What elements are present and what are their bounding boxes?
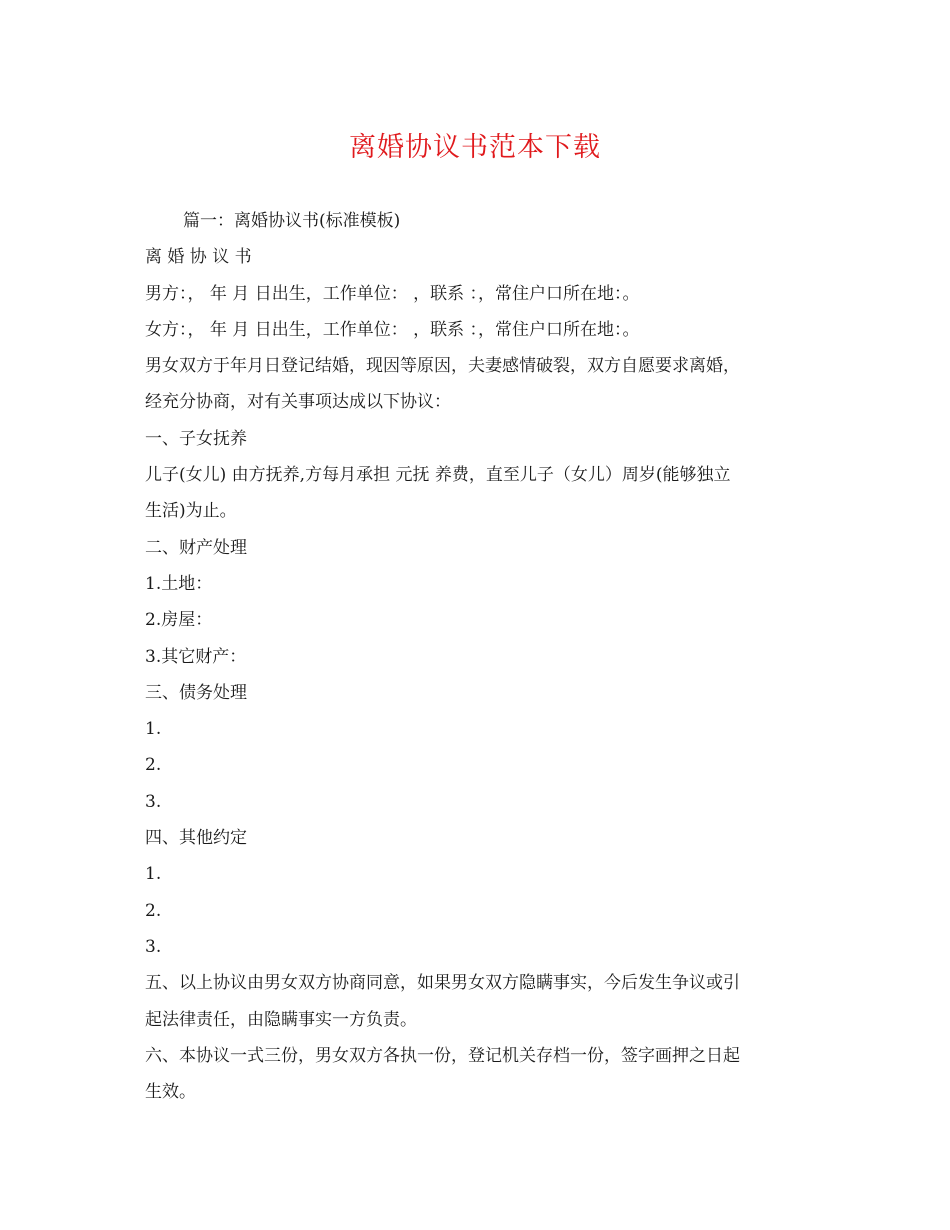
list-item: 1.土地： xyxy=(145,573,213,594)
female-party-line: 女方：， 年 月 日出生，工作单位： ，联系 ：，常住户口所在地：。 xyxy=(145,319,640,340)
list-item: 1. xyxy=(145,864,162,885)
document-title: 离婚协议书范本下载 xyxy=(349,132,601,163)
paragraph-line: 六、本协议一式三份，男女双方各执一份，登记机关存档一份，签字画押之日起 xyxy=(145,1045,740,1066)
paragraph-line: 男女双方于年月日登记结婚，现因等原因，夫妻感情破裂，双方自愿要求离婚， xyxy=(145,356,740,377)
paragraph-line: 生活)为止。 xyxy=(145,501,237,522)
list-item: 3.其它财产： xyxy=(145,646,247,667)
agreement-heading: 离 婚 协 议 书 xyxy=(145,247,252,268)
list-item: 3. xyxy=(145,936,162,957)
list-item: 1. xyxy=(145,719,162,740)
section-heading-other: 四、其他约定 xyxy=(145,828,247,849)
list-item: 2. xyxy=(145,900,162,921)
document-body xyxy=(145,203,810,1110)
male-party-line: 男方：， 年 月 日出生，工作单位： ，联系 ：，常住户口所在地：。 xyxy=(145,283,640,304)
section-heading-part-one: 篇一：离婚协议书(标准模板) xyxy=(183,211,401,231)
list-item: 2.房屋： xyxy=(145,610,213,631)
paragraph-line: 起法律责任，由隐瞒事实一方负责。 xyxy=(145,1009,417,1030)
paragraph-line: 儿子(女儿) 由方抚养,方每月承担 元抚 养费，直至儿子（女儿）周岁(能够独立 xyxy=(145,465,731,486)
paragraph-line: 五、以上协议由男女双方协商同意，如果男女双方隐瞒事实，今后发生争议或引 xyxy=(145,973,740,994)
section-heading-debts: 三、债务处理 xyxy=(145,682,247,703)
paragraph-line: 经充分协商，对有关事项达成以下协议： xyxy=(145,392,451,413)
list-item: 3. xyxy=(145,791,162,812)
section-heading-child-custody: 一、子女抚养 xyxy=(145,428,247,449)
section-heading-property: 二、财产处理 xyxy=(145,537,247,558)
paragraph-line: 生效。 xyxy=(145,1082,196,1103)
list-item: 2. xyxy=(145,755,162,776)
